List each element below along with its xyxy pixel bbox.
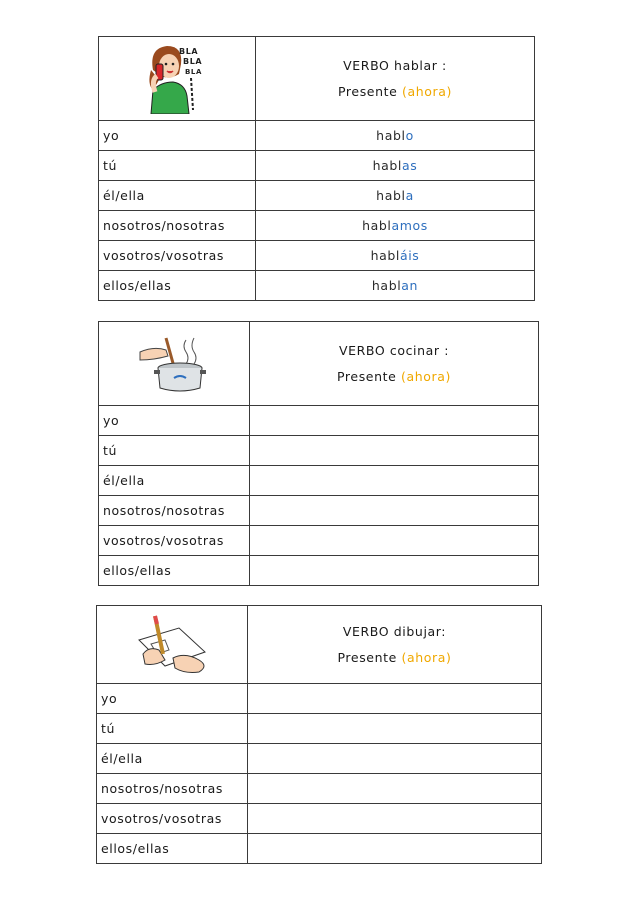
answer-cell-empty[interactable] — [248, 714, 542, 744]
conjugation-cell — [256, 241, 535, 271]
answer-cell-empty[interactable] — [248, 684, 542, 714]
pronoun-cell: ellos/ellas — [99, 556, 250, 586]
answer-cell-empty[interactable] — [250, 436, 539, 466]
conjugation-cell — [256, 211, 535, 241]
tense-label: Presente — [338, 83, 398, 99]
heading-image-cell — [97, 606, 248, 684]
verb-heading: VERBO hablar : — [343, 57, 447, 73]
verb-table-cocinar — [98, 321, 539, 586]
conjugation-cell — [256, 181, 535, 211]
heading-text-cell — [248, 606, 542, 684]
verb-table-hablar — [98, 36, 535, 301]
pronoun-cell: vosotros/vosotras — [97, 804, 248, 834]
verb-stem: habl — [372, 158, 402, 173]
answer-cell-empty[interactable] — [248, 834, 542, 864]
tense-hint: (ahora) — [401, 649, 452, 665]
tense-hint: (ahora) — [400, 368, 451, 384]
pronoun-cell: tú — [99, 151, 256, 181]
verb-ending: as — [402, 158, 418, 173]
answer-cell-empty[interactable] — [248, 744, 542, 774]
verb-ending: o — [405, 128, 414, 143]
cooking-pot-icon — [136, 330, 212, 394]
verb-heading: VERBO dibujar: — [342, 623, 447, 639]
pronoun-cell: tú — [97, 714, 248, 744]
verb-ending: a — [405, 188, 414, 203]
pronoun-cell: ellos/ellas — [97, 834, 248, 864]
verb-ending: áis — [399, 248, 420, 263]
girl-talking-on-phone-icon — [139, 40, 215, 114]
svg-text:BLA: BLA — [179, 47, 199, 56]
answer-cell-empty[interactable] — [248, 804, 542, 834]
hand-drawing-with-pencil-icon — [129, 610, 215, 676]
pronoun-cell: tú — [99, 436, 250, 466]
pronoun-cell: él/ella — [99, 181, 256, 211]
heading-text-cell — [250, 322, 539, 406]
verb-stem: habl — [362, 218, 392, 233]
pronoun-cell: vosotros/vosotras — [99, 241, 256, 271]
conjugation-cell — [256, 121, 535, 151]
verb-stem: habl — [376, 128, 406, 143]
pronoun-cell: él/ella — [97, 744, 248, 774]
heading-image-cell — [99, 37, 256, 121]
verb-stem: habl — [370, 248, 400, 263]
answer-cell-empty[interactable] — [250, 406, 539, 436]
pronoun-cell: yo — [99, 406, 250, 436]
pronoun-cell: ellos/ellas — [99, 271, 256, 301]
verb-table-dibujar — [96, 605, 542, 864]
pronoun-cell: yo — [99, 121, 256, 151]
tense-label: Presente — [337, 649, 397, 665]
heading-text-cell — [256, 37, 535, 121]
tense-hint: (ahora) — [401, 83, 452, 99]
answer-cell-empty[interactable] — [248, 774, 542, 804]
svg-text:BLA: BLA — [183, 57, 203, 66]
svg-text:BLA: BLA — [185, 68, 203, 76]
answer-cell-empty[interactable] — [250, 466, 539, 496]
pronoun-cell: él/ella — [99, 466, 250, 496]
verb-heading: VERBO cocinar : — [338, 342, 450, 358]
pronoun-cell: nosotros/nosotras — [99, 211, 256, 241]
conjugation-cell — [256, 271, 535, 301]
tense-label: Presente — [337, 368, 397, 384]
pronoun-cell: yo — [97, 684, 248, 714]
verb-ending: an — [401, 278, 419, 293]
heading-image-cell — [99, 322, 250, 406]
verb-stem: habl — [376, 188, 406, 203]
answer-cell-empty[interactable] — [250, 496, 539, 526]
verb-ending: amos — [391, 218, 428, 233]
pronoun-cell: nosotros/nosotras — [97, 774, 248, 804]
verb-stem: habl — [371, 278, 402, 293]
answer-cell-empty[interactable] — [250, 556, 539, 586]
pronoun-cell: nosotros/nosotras — [99, 496, 250, 526]
conjugation-cell — [256, 151, 535, 181]
pronoun-cell: vosotros/vosotras — [99, 526, 250, 556]
answer-cell-empty[interactable] — [250, 526, 539, 556]
